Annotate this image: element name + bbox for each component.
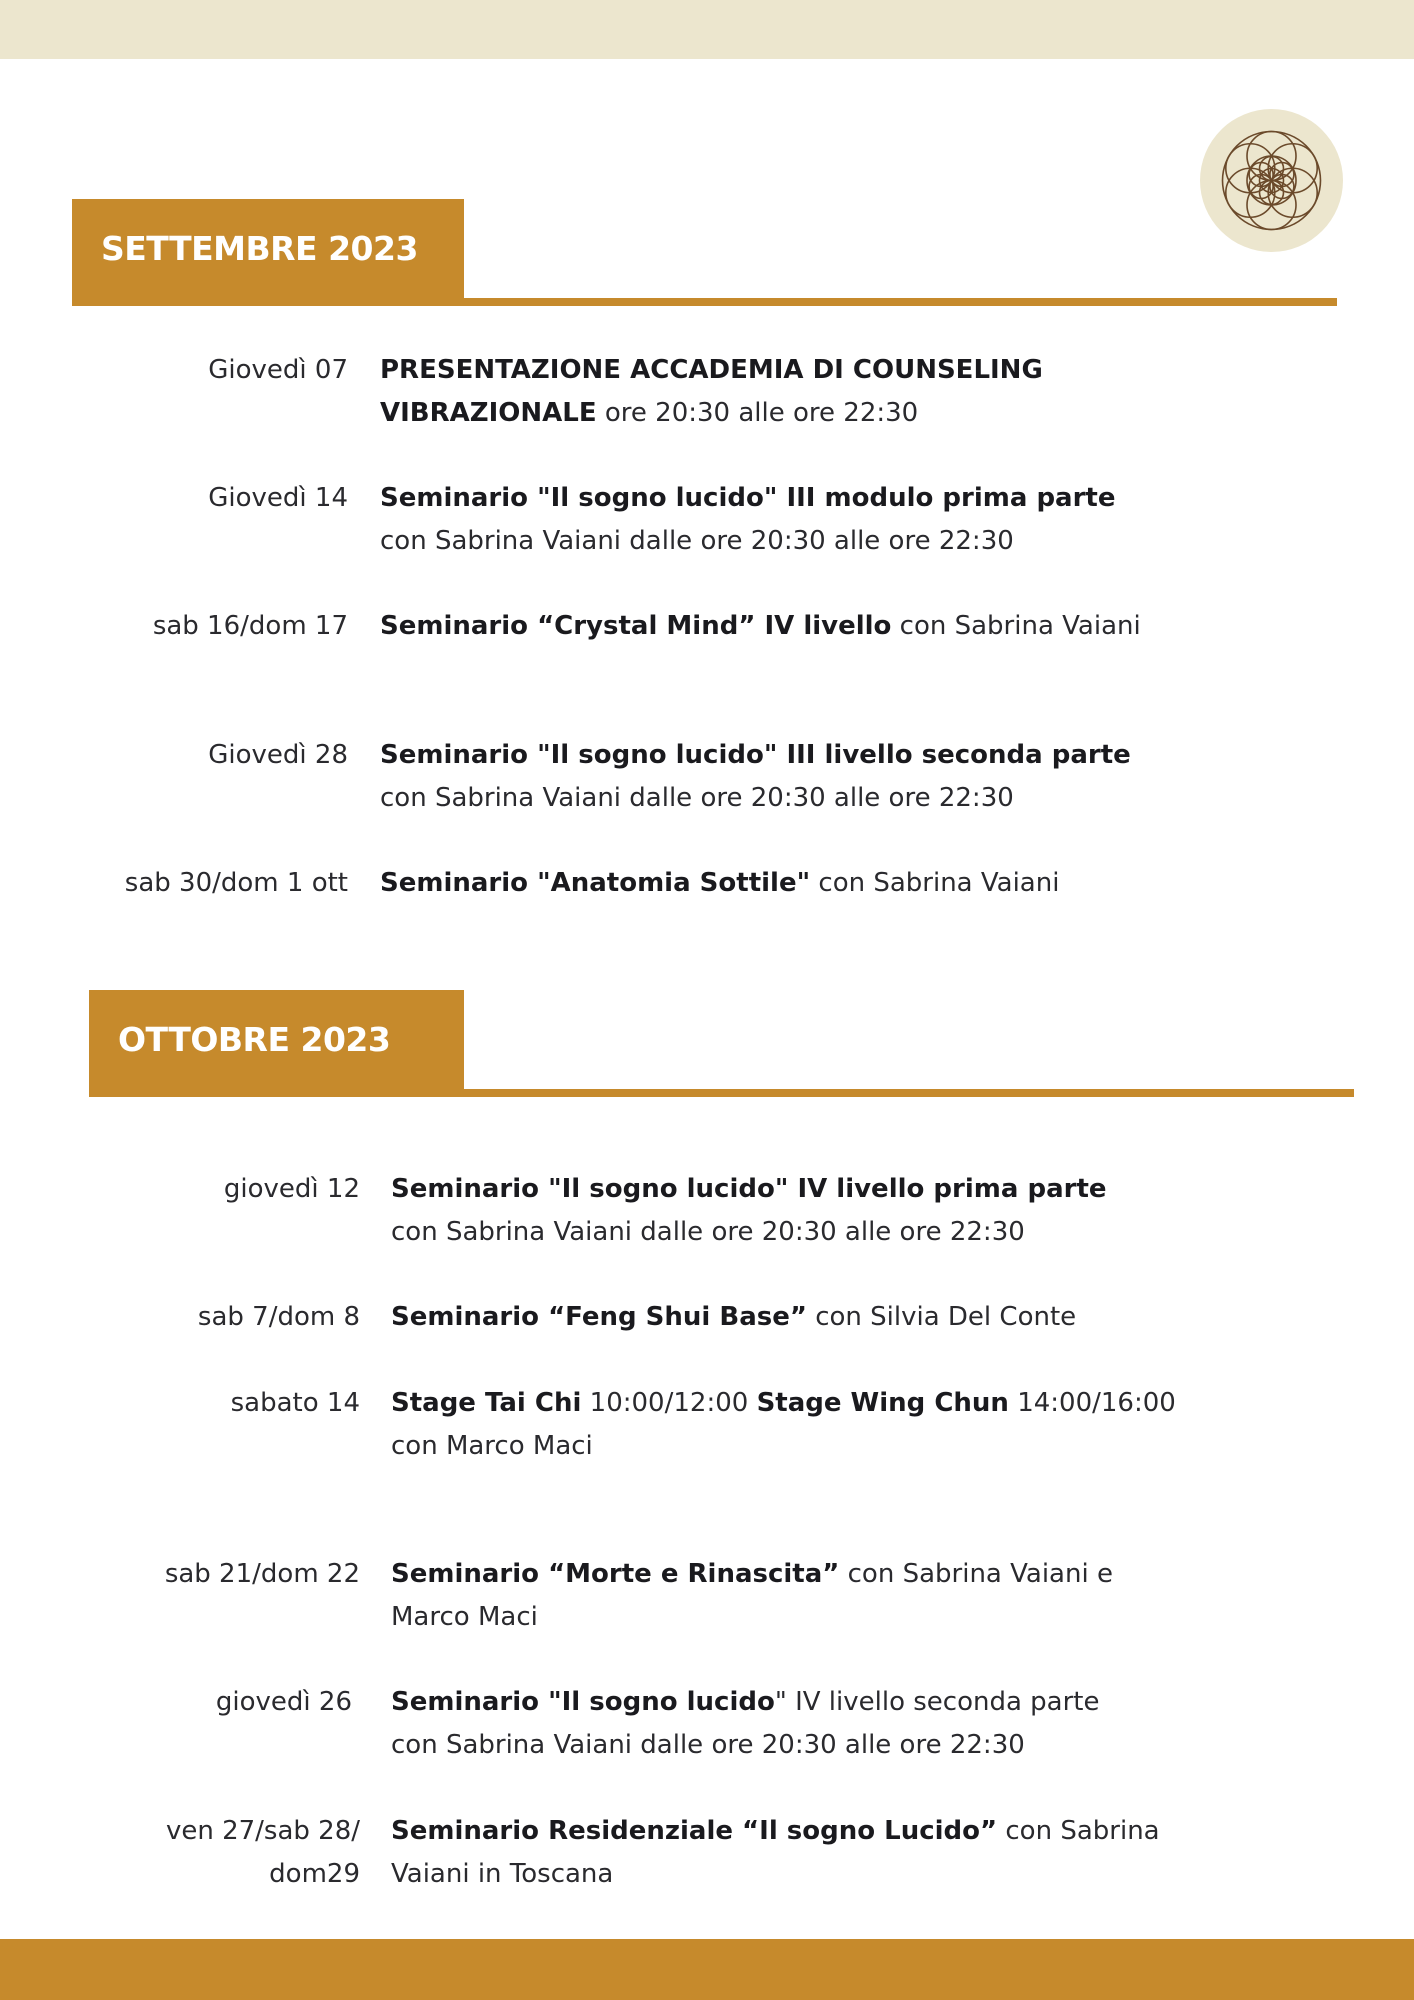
event-details: con Sabrina Vaiani dalle ore 20:30 alle ore 22:30 — [391, 1217, 1025, 1247]
flower-of-life-icon — [1220, 129, 1323, 232]
event-title: Seminario "Il sogno lucido — [391, 1687, 775, 1717]
event-details: con Sabrina Vaiani dalle ore 20:30 alle ore 22:30 — [380, 526, 1014, 556]
event-date: Giovedì 14 — [208, 483, 348, 513]
bottom-band — [0, 1939, 1414, 2000]
event-title: Stage Wing Chun — [756, 1388, 1009, 1418]
event-description — [391, 1553, 1151, 1639]
event-description — [391, 1382, 1211, 1468]
event-title: VIBRAZIONALE — [380, 398, 597, 428]
event-details: con Sabrina Vaiani — [891, 611, 1141, 641]
event-title: Stage Tai Chi — [391, 1388, 582, 1418]
event-title: Seminario “Crystal Mind” IV livello — [380, 611, 892, 641]
event-title: Seminario "Anatomia Sottile" — [380, 868, 811, 898]
event-details: con Sabrina Vaiani dalle ore 20:30 alle ore 22:30 — [391, 1730, 1025, 1760]
event-details: " IV livello seconda parte — [774, 1687, 1100, 1717]
event-date: Giovedì 07 — [208, 355, 348, 385]
event-title: Seminario "Il sogno lucido" III modulo prima parte — [380, 483, 1116, 513]
event-title: PRESENTAZIONE ACCADEMIA DI COUNSELING — [380, 355, 1043, 385]
event-description — [380, 349, 1200, 435]
event-title: Seminario "Il sogno lucido" IV livello prima parte — [391, 1174, 1107, 1204]
event-description — [391, 1681, 1211, 1767]
event-details: 14:00/16:00 — [1008, 1388, 1176, 1418]
event-date: sab 30/dom 1 ott — [124, 868, 348, 898]
event-date — [60, 1810, 360, 1896]
event-title: Seminario “Morte e Rinascita” — [391, 1559, 840, 1589]
event-description — [380, 734, 1200, 820]
month-divider — [89, 1089, 1354, 1097]
event-details: con Silvia Del Conte — [806, 1302, 1077, 1332]
logo — [1200, 109, 1343, 252]
event-title: Seminario Residenziale “Il sogno Lucido” — [391, 1816, 998, 1846]
event-date: Giovedì 28 — [208, 740, 348, 770]
event-date: sab 21/dom 22 — [164, 1559, 360, 1589]
event-details: con Marco Maci — [391, 1431, 593, 1461]
event-description — [380, 477, 1200, 563]
month-divider — [72, 298, 1337, 306]
event-title: Seminario "Il sogno lucido" III livello seconda parte — [380, 740, 1131, 770]
event-date-line: dom29 — [269, 1859, 360, 1889]
event-details: con Sabrina Vaiani — [810, 868, 1060, 898]
event-description — [391, 1810, 1181, 1896]
event-details: 10:00/12:00 — [581, 1388, 757, 1418]
event-date: sabato 14 — [230, 1388, 360, 1418]
event-details: ore 20:30 alle ore 22:30 — [596, 398, 919, 428]
event-details: con Sabrina Vaiani in Toscana — [391, 1816, 1160, 1889]
event-description — [391, 1168, 1211, 1254]
event-description — [380, 605, 1200, 648]
event-date: sab 7/dom 8 — [197, 1302, 360, 1332]
event-date: giovedì 26 — [215, 1687, 352, 1717]
event-description — [391, 1296, 1211, 1339]
month-heading-october: OTTOBRE 2023 — [89, 990, 464, 1097]
event-details: con Sabrina Vaiani dalle ore 20:30 alle ore 22:30 — [380, 783, 1014, 813]
event-date: sab 16/dom 17 — [152, 611, 348, 641]
event-details: con Sabrina Vaiani e Marco Maci — [391, 1559, 1113, 1632]
month-heading-september: SETTEMBRE 2023 — [72, 199, 464, 306]
event-date: giovedì 12 — [223, 1174, 360, 1204]
event-date-line: ven 27/sab 28/ — [165, 1816, 360, 1846]
top-band — [0, 0, 1414, 59]
event-description — [380, 862, 1200, 905]
event-title: Seminario “Feng Shui Base” — [391, 1302, 807, 1332]
